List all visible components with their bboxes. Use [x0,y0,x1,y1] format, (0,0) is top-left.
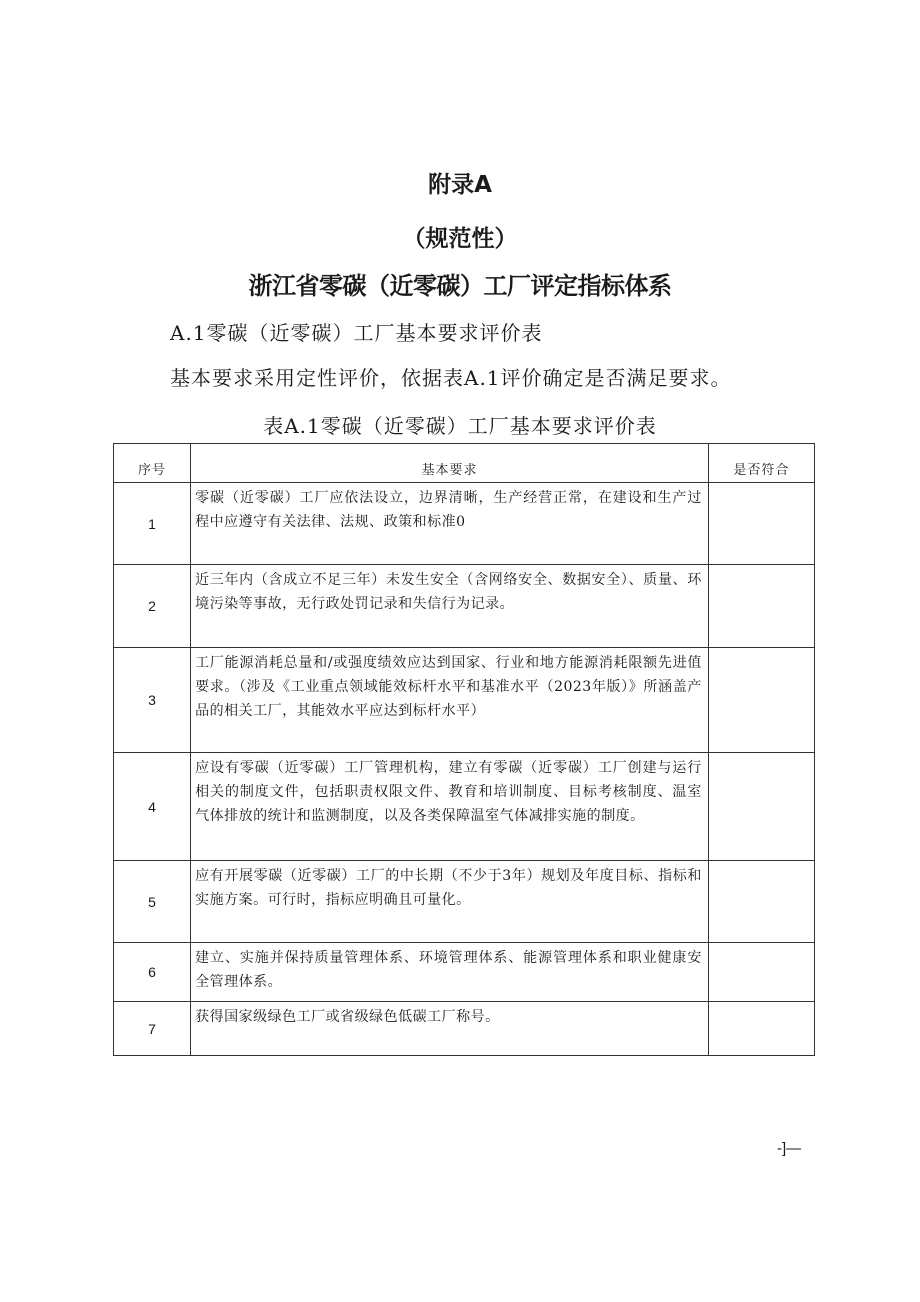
row-requirement: 获得国家级绿色工厂或省级绿色低碳工厂称号。 [191,1002,709,1056]
row-requirement: 建立、实施并保持质量管理体系、环境管理体系、能源管理体系和职业健康安全管理体系。 [191,943,709,1002]
row-requirement: 应有开展零碳（近零碳）工厂的中长期（不少于3年）规划及年度目标、指标和实施方案。可行时，指标应明确且可量化。 [191,861,709,943]
row-compliant [708,648,814,753]
row-number: 3 [114,648,191,753]
section-heading: A.1零碳（近零碳）工厂基本要求评价表 [170,321,543,345]
row-number: 6 [114,943,191,1002]
row-compliant [708,753,814,861]
row-compliant [708,565,814,648]
table-row [114,648,815,753]
row-compliant [708,943,814,1002]
row-requirement: 近三年内（含成立不足三年）未发生安全（含网络安全、数据安全）、质量、环境污染等事故，无行政处罚记录和失信行为记录。 [191,565,709,648]
row-number: 7 [114,1002,191,1056]
table-row [114,1002,815,1056]
header-compliant: 是否符合 [708,444,814,483]
table-caption: 表A.1零碳（近零碳）工厂基本要求评价表 [263,414,657,438]
row-number: 1 [114,483,191,565]
row-requirement: 零碳（近零碳）工厂应依法设立，边界清晰，生产经营正常，在建设和生产过程中应遵守有关法律、法规、政策和标准0 [191,483,709,565]
row-number: 4 [114,753,191,861]
normative-label: （规范性） [402,226,518,252]
intro-paragraph: 基本要求采用定性评价，依据表A.1评价确定是否满足要求。 [170,366,732,390]
appendix-title: 附录A [428,172,492,198]
row-requirement: 应设有零碳（近零碳）工厂管理机构，建立有零碳（近零碳）工厂创建与运行相关的制度文件，包括职责权限文件、教育和培训制度、目标考核制度、温室气体排放的统计和监测制度，以及各类保障温室气体减排实施的制度。 [191,753,709,861]
row-compliant [708,483,814,565]
row-number: 5 [114,861,191,943]
table-row [114,943,815,1002]
row-number: 2 [114,565,191,648]
row-compliant [708,1002,814,1056]
table-row [114,565,815,648]
table-row [114,483,815,565]
header-requirement: 基本要求 [191,444,709,483]
page-number: -]— [777,1140,802,1157]
table-header-row [114,444,815,483]
row-compliant [708,861,814,943]
requirements-table [113,443,815,1056]
system-title: 浙江省零碳（近零碳）工厂评定指标体系 [248,272,672,300]
table-row [114,861,815,943]
table-row [114,753,815,861]
header-no: 序号 [114,444,191,483]
row-requirement: 工厂能源消耗总量和/或强度绩效应达到国家、行业和地方能源消耗限额先进值要求。（涉及《工业重点领域能效标杆水平和基准水平（2023年版）》所涵盖产品的相关工厂，其能效水平应达到标杆水平） [191,648,709,753]
